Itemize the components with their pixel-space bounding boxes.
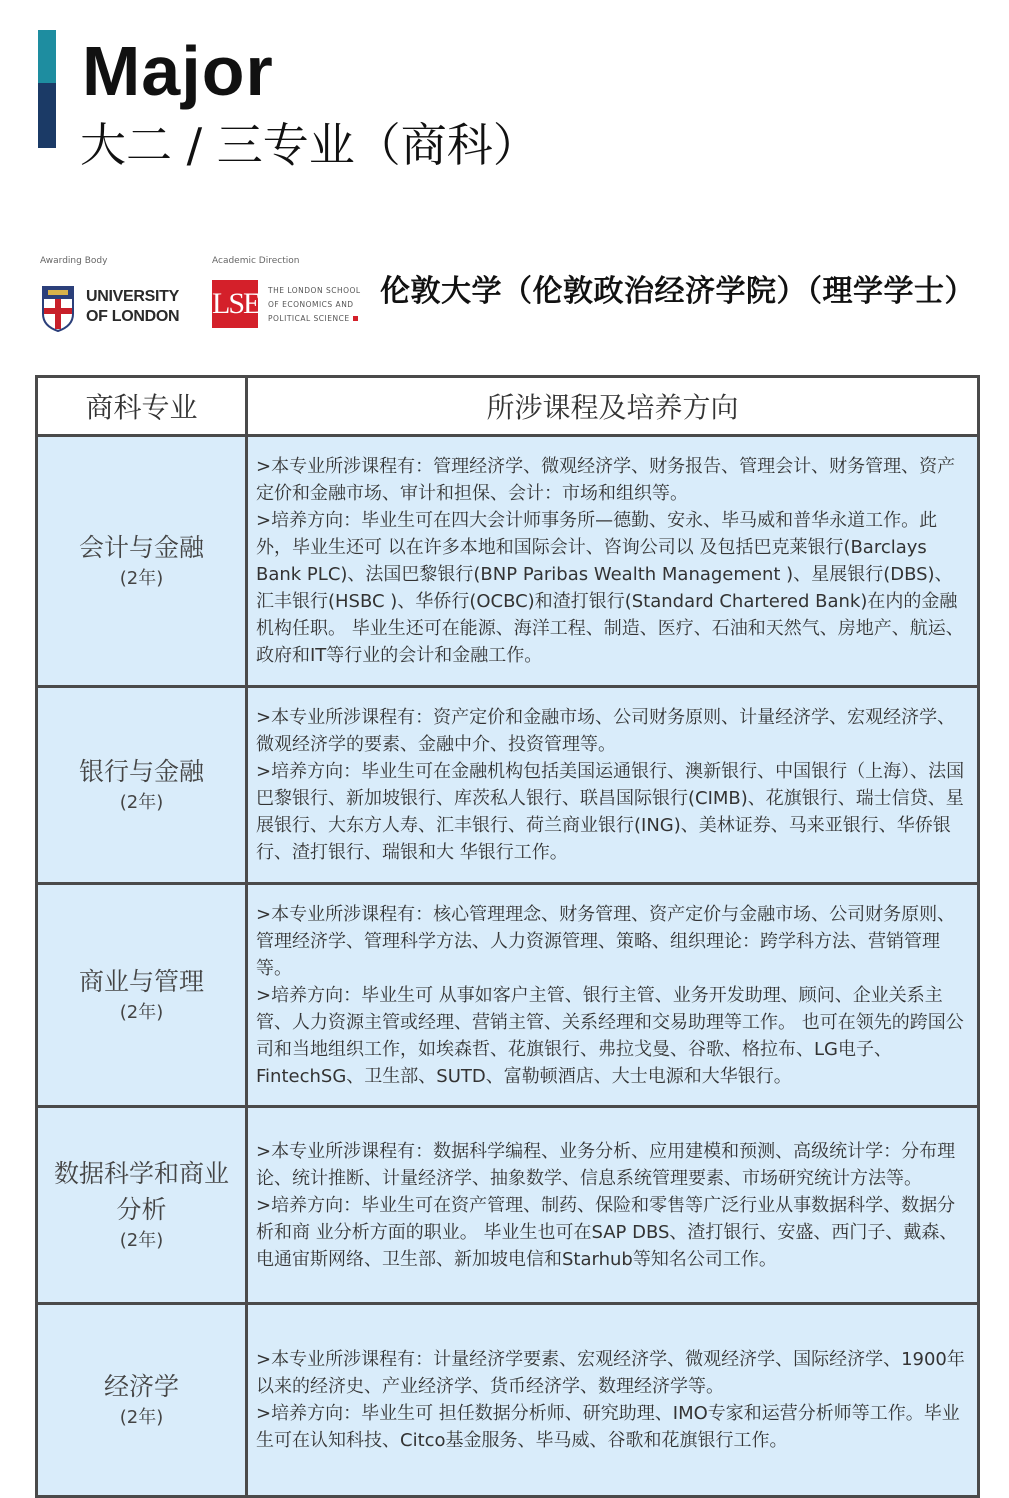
description-cell	[247, 436, 979, 687]
lse-dot-icon	[353, 316, 358, 321]
major-name: 银行与金融	[78, 757, 204, 786]
major-name: 会计与金融	[78, 533, 204, 562]
major-cell	[37, 884, 247, 1107]
program-name: 伦敦大学（伦敦政治经济学院）（理学学士）	[380, 274, 975, 309]
major-name: 商业与管理	[78, 967, 204, 996]
major-cell	[37, 1304, 247, 1497]
description-cell	[247, 1304, 979, 1497]
logo-row	[40, 252, 980, 342]
university-of-london-logo	[40, 278, 200, 338]
courses-text: >本专业所涉课程有：核心管理理念、财务管理、资产定价与金融市场、公司财务原则、管理经济学、管理科学方法、人力资源管理、策略、组织理论：跨学科方法、营销管理等。	[256, 903, 956, 979]
career-text: >培养方向：毕业生可 担任数据分析师、研究助理、IMO专家和运营分析师等工作。毕业生可在认知科技、Citco基金服务、毕马威、谷歌和花旗银行工作。	[256, 1403, 960, 1451]
major-cell	[37, 687, 247, 884]
major-years: (2年)	[119, 1002, 164, 1023]
major-name: 数据科学和商业分析	[53, 1159, 229, 1224]
page-subtitle: 大二 / 三专业（商科）	[80, 118, 539, 172]
major-years: (2年)	[119, 792, 164, 813]
major-years: (2年)	[119, 1230, 164, 1251]
major-cell	[37, 436, 247, 687]
table-row	[37, 884, 979, 1107]
uol-shield-icon	[42, 286, 74, 332]
awarding-body-label: Awarding Body	[40, 256, 108, 266]
courses-text: >本专业所涉课程有：资产定价和金融市场、公司财务原则、计量经济学、宏观经济学、微观经济学的要素、金融中介、投资管理等。	[256, 707, 956, 755]
header-courses: 所涉课程及培养方向	[247, 377, 979, 436]
uol-line-1: UNIVERSITY	[86, 288, 180, 305]
uol-wordmark	[86, 287, 179, 327]
table-row	[37, 1304, 979, 1497]
lse-wordmark	[268, 284, 361, 326]
description-cell	[247, 687, 979, 884]
majors-table	[35, 375, 980, 1498]
major-name: 经济学	[103, 1372, 179, 1401]
table-header-row	[37, 377, 979, 436]
description-cell	[247, 884, 979, 1107]
description-cell	[247, 1107, 979, 1304]
career-text: >培养方向：毕业生可在金融机构包括美国运通银行、澳新银行、中国银行（上海）、法国巴黎银行、新加坡银行、库茨私人银行、联昌国际银行(CIMB)、花旗银行、瑞士信贷、星展银行、大东方人寿、汇丰银行、荷兰商业银行(ING)、美林证券、马来亚银行、华侨银行、渣打银行、瑞银和大 华银行工作。	[256, 761, 965, 863]
page-title: Major	[82, 32, 274, 110]
major-years: (2年)	[119, 568, 164, 589]
lse-logo-mark: LSE	[212, 280, 258, 328]
table-row	[37, 1107, 979, 1304]
courses-text: >本专业所涉课程有：数据科学编程、业务分析、应用建模和预测、高级统计学：分布理论、统计推断、计量经济学、抽象数学、信息系统管理要素、市场研究统计方法等。	[256, 1140, 956, 1189]
career-text: >培养方向：毕业生可 从事如客户主管、银行主管、业务开发助理、顾问、企业关系主管、人力资源主管或经理、营销主管、关系经理和交易助理等工作。 也可在领先的跨国公司和当地组织工作，如埃森哲、花旗银行、弗拉戈曼、谷歌、格拉布、LG电子、FintechSG、卫生部、SUTD、富勒顿酒店、大士电源和大华银行。	[256, 984, 964, 1087]
header-major: 商科专业	[37, 377, 247, 436]
major-cell	[37, 1107, 247, 1304]
table-row	[37, 687, 979, 884]
title-accent-bar	[38, 30, 56, 148]
major-years: (2年)	[119, 1407, 164, 1428]
courses-text: >本专业所涉课程有：计量经济学要素、宏观经济学、微观经济学、国际经济学、1900年以来的经济史、产业经济学、货币经济学、数理经济学等。	[256, 1349, 965, 1397]
courses-text: >本专业所涉课程有：管理经济学、微观经济学、财务报告、管理会计、财务管理、资产定价和金融市场、审计和担保、会计：市场和组织等。	[256, 456, 956, 504]
lse-line-3: POLITICAL SCIENCE	[268, 314, 350, 323]
lse-line-3-wrap	[268, 312, 361, 326]
career-text: >培养方向：毕业生可在四大会计师事务所—德勤、安永、毕马威和普华永道工作。此外，毕业生还可 以在许多本地和国际会计、咨询公司以 及包括巴克莱银行(Barclays Bank PLC)、法国巴黎银行(BNP Paribas Wealth Management )、星展银行(DBS)、汇丰银行(HSBC )、华侨行(OCBC)和渣打银行(Standard Chartered Bank)在内的金融机构任职。 毕业生还可在能源、海洋工程、制造、医疗、石油和天然气、房地产、航运、政府和IT等行业的会计和金融工作。	[256, 510, 964, 666]
uol-line-2: OF LONDON	[86, 308, 180, 325]
lse-line-1: THE LONDON SCHOOL	[268, 286, 361, 295]
table-row	[37, 436, 979, 687]
academic-direction-label: Academic Direction	[212, 256, 300, 266]
career-text: >培养方向：毕业生可在资产管理、制药、保险和零售等广泛行业从事数据科学、数据分析和商 业分析方面的职业。 毕业生也可在SAP DBS、渣打银行、安盛、西门子、戴森、电通宙斯网络、卫生部、新加坡电信和Starhub等知名公司工作。	[256, 1194, 958, 1270]
lse-line-2: OF ECONOMICS AND	[268, 300, 354, 309]
